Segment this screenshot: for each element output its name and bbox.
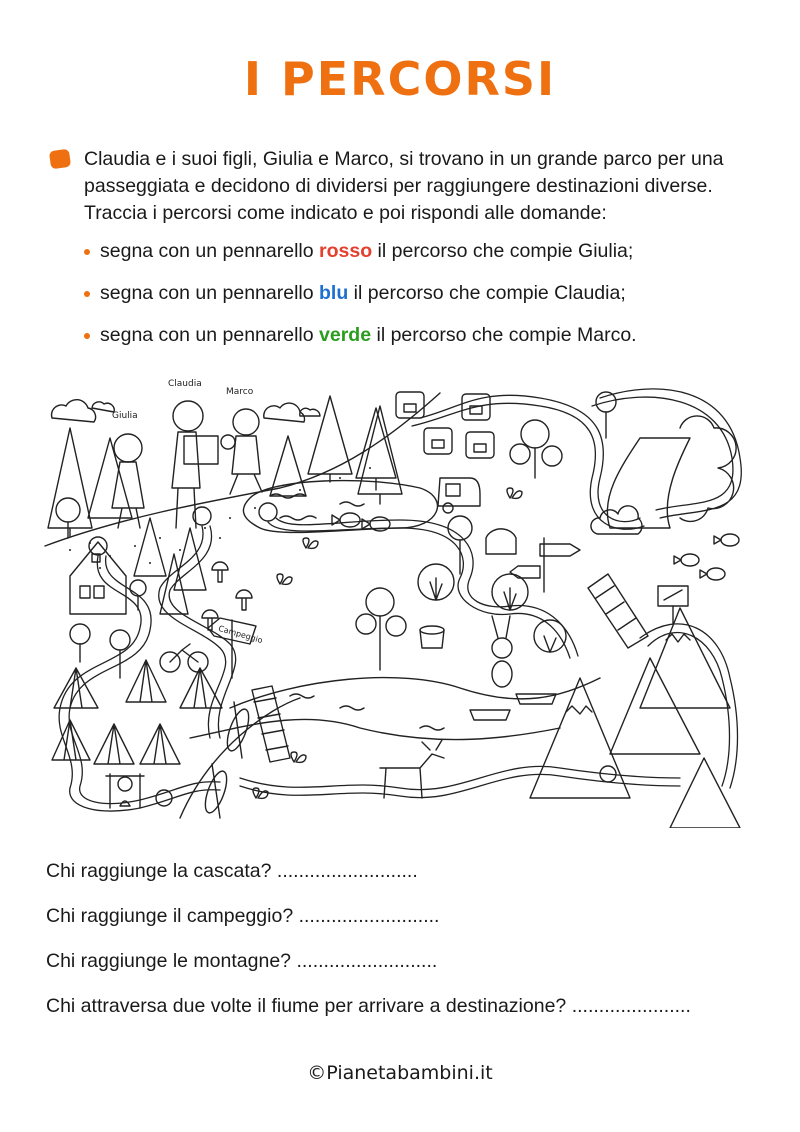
bullet-icon: [84, 249, 90, 255]
tent-icon: [94, 724, 134, 764]
question-text: Chi raggiunge le montagne?: [46, 950, 292, 972]
leaf-sprout-icon: [291, 752, 306, 762]
keyword-blu: blu: [319, 282, 349, 304]
question-fiume: [46, 993, 766, 1038]
house-icon: [70, 542, 126, 614]
tree-icon: [510, 420, 562, 478]
hill-outline: [45, 393, 440, 546]
maze-paths: [59, 389, 741, 811]
bridge-icon: [588, 574, 648, 648]
instruction-red: [84, 238, 764, 280]
car-icon: [396, 392, 424, 418]
instruction-suffix: il percorso che compie Marco.: [371, 324, 637, 346]
water-waves-icon: [270, 494, 364, 520]
leaf-sprout-icon: [253, 788, 268, 798]
car-icon: [424, 428, 452, 454]
question-cascata: [46, 858, 766, 903]
instructions-list: [84, 238, 764, 364]
fish-icon: [714, 534, 739, 546]
pine-tree-icon: [88, 438, 132, 518]
intro-text: Claudia e i suoi figli, Giulia e Marco, si trovano in un grande parco per una passeggiata e decidono di dividersi per raggiungere destinazioni diverse. Traccia i percorsi come indicato e poi rispondi alle domande:: [84, 148, 724, 224]
marco-figure-icon: [221, 409, 262, 494]
footer-copyright: ©Pianetabambini.it: [307, 1062, 493, 1084]
tree-icon: [356, 588, 406, 670]
question-text: Chi raggiunge il campeggio?: [46, 905, 294, 927]
start-point-icon: [89, 537, 107, 555]
camper-icon: [438, 478, 480, 513]
fish-icon: [674, 554, 699, 566]
keyword-rosso: rosso: [319, 240, 373, 262]
mountain-icon: [610, 658, 700, 754]
tent-icon: [54, 668, 98, 708]
page-title: I PERCORSI: [243, 52, 557, 106]
instruction-blue: [84, 280, 764, 322]
question-campeggio: [46, 903, 766, 948]
label-claudia: Claudia: [168, 379, 202, 389]
water-waves-icon: [290, 694, 444, 730]
waterfall-icon: [591, 416, 736, 534]
campeggio-sign-icon: [208, 618, 264, 678]
leaf-sprout-icon: [507, 488, 522, 498]
mountain-icon: [640, 608, 730, 708]
instruction-prefix: segna con un pennarello: [100, 282, 320, 304]
pine-tree-icon: [134, 518, 166, 576]
cloud-icon: [264, 403, 305, 422]
giulia-figure-icon: [112, 434, 144, 528]
maze-illustration: [40, 378, 760, 828]
claudia-figure-icon: [172, 401, 218, 528]
label-marco: Marco: [226, 387, 254, 397]
tree-icon: [110, 630, 130, 678]
keyword-verde: verde: [319, 324, 372, 346]
tree-icon: [70, 624, 90, 662]
fish-icon: [332, 513, 360, 527]
bush-icon: [492, 574, 528, 610]
question-text: Chi attraversa due volte il fiume per arrivare a destinazione?: [46, 995, 567, 1017]
leaf-sprout-icon: [277, 574, 292, 584]
pine-tree-icon: [48, 428, 92, 536]
mushroom-icon: [236, 590, 252, 610]
tent-icon: [52, 720, 90, 760]
answer-blank[interactable]: ..........................: [296, 950, 438, 972]
bullet-icon: [84, 291, 90, 297]
mountain-icon: [530, 678, 630, 798]
river-bank: [180, 698, 300, 818]
answer-blank[interactable]: ..........................: [276, 860, 418, 882]
mushroom-icon: [212, 562, 228, 582]
instruction-suffix: il percorso che compie Claudia;: [348, 282, 626, 304]
cloud-icon: [52, 400, 96, 422]
rabbit-icon: [492, 616, 512, 687]
campeggio-sign-label: Campeggio: [217, 623, 264, 646]
fishing-sign-icon: [658, 586, 688, 624]
instruction-prefix: segna con un pennarello: [100, 324, 320, 346]
river-bank: [190, 719, 560, 739]
tent-icon: [140, 724, 180, 764]
start-point-icon: [259, 503, 277, 521]
question-montagne: [46, 948, 766, 993]
question-text: Chi raggiunge la cascata?: [46, 860, 272, 882]
tree-stump-icon: [420, 626, 444, 648]
instruction-prefix: segna con un pennarello: [100, 240, 320, 262]
label-giulia: Giulia: [112, 411, 138, 421]
bush-icon: [418, 564, 454, 600]
tree-icon: [56, 498, 80, 538]
tent-icon: [126, 660, 166, 702]
answer-blank[interactable]: ..........................: [298, 905, 440, 927]
boat-icon: [470, 710, 510, 720]
rock-icon: [486, 529, 516, 554]
tent-icon: [180, 668, 222, 708]
bicycle-icon: [160, 644, 208, 672]
instruction-green: [84, 322, 764, 364]
kayak-icon: [201, 764, 231, 818]
mountain-icon: [670, 758, 740, 828]
direction-sign-icon: [510, 538, 580, 592]
leaf-sprout-icon: [303, 538, 318, 548]
fish-icon: [700, 568, 725, 580]
questions-section: [46, 858, 766, 1038]
answer-blank[interactable]: ......................: [571, 995, 691, 1017]
orange-square-marker-icon: [49, 149, 71, 170]
cloud-icon: [92, 402, 114, 412]
car-icon: [466, 432, 494, 458]
instruction-suffix: il percorso che compie Giulia;: [372, 240, 634, 262]
bullet-icon: [84, 333, 90, 339]
